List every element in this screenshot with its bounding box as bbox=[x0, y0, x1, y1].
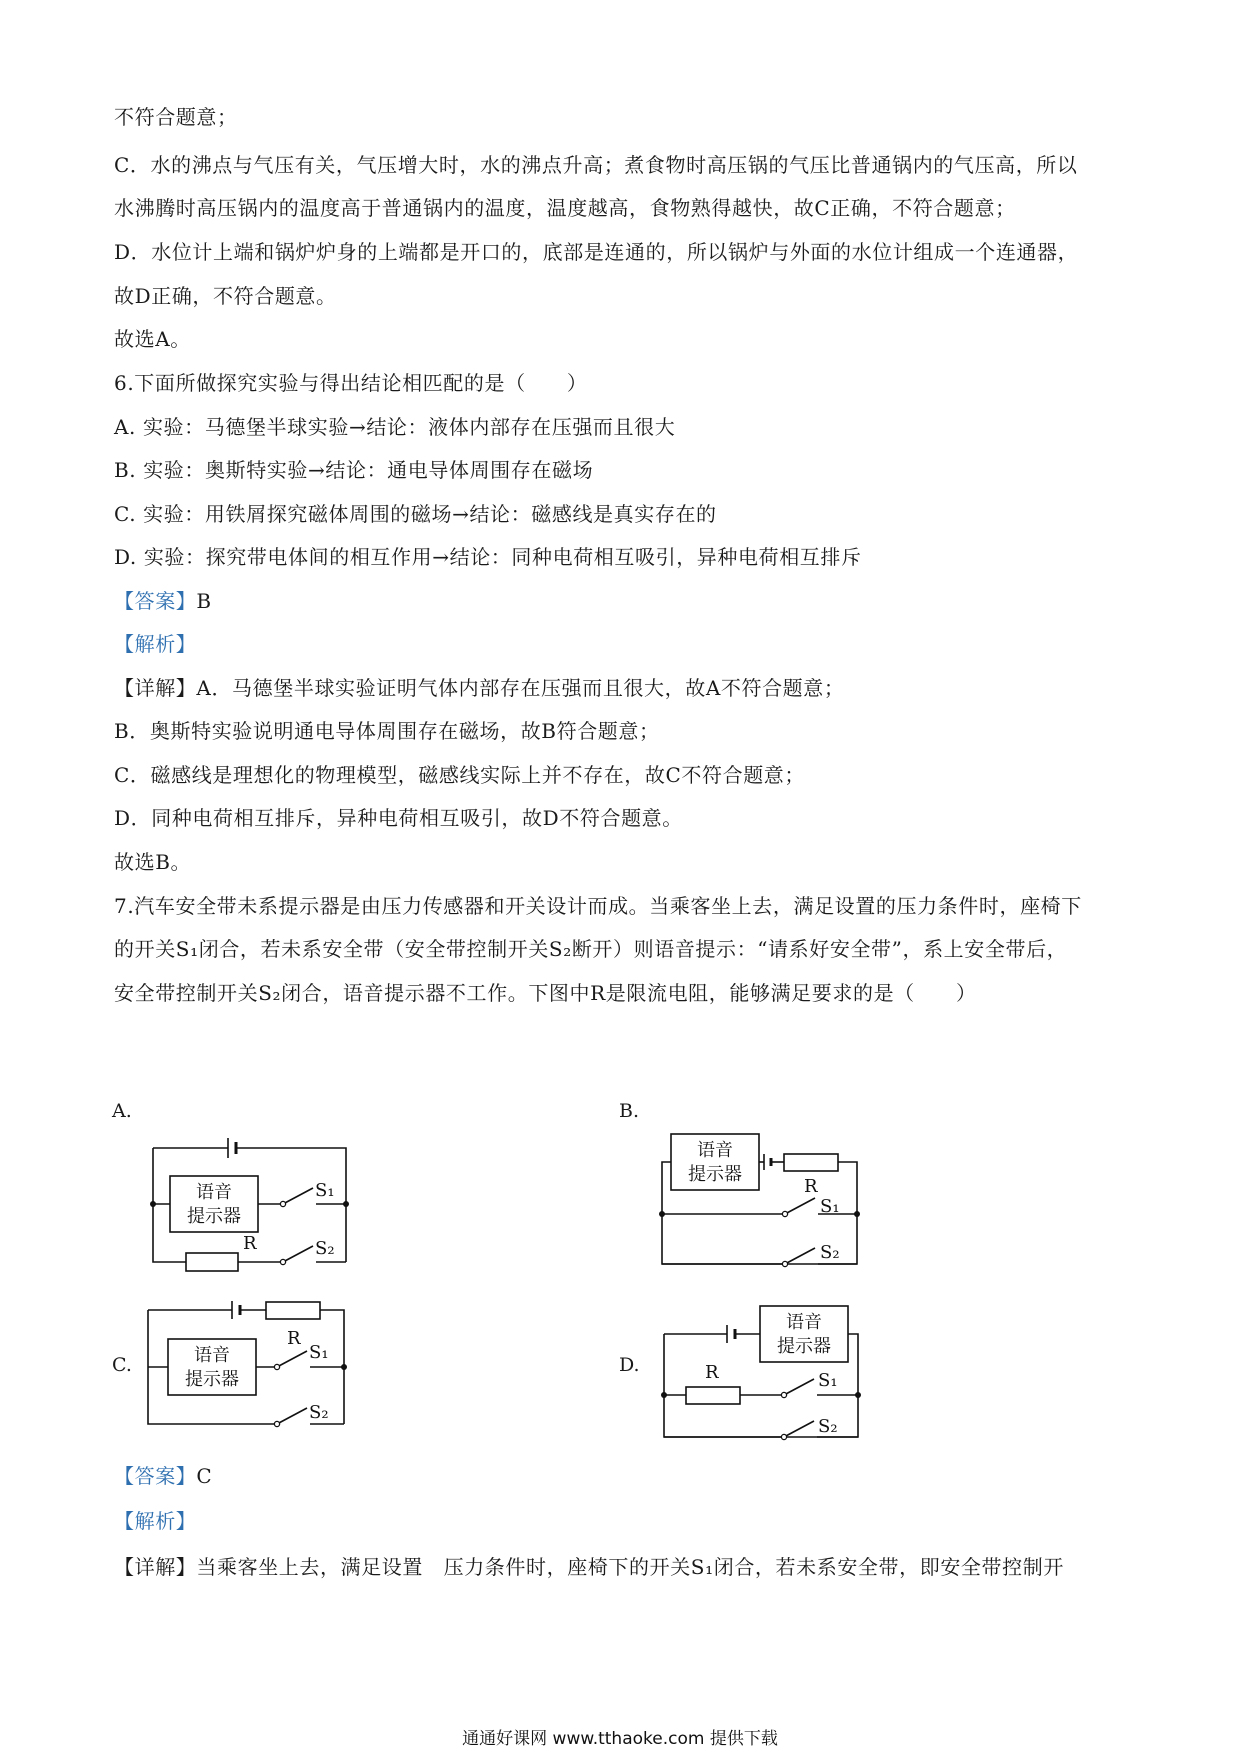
switch1-label: S₁ bbox=[309, 1342, 329, 1363]
circuit-diagram-d bbox=[655, 1295, 875, 1445]
text-line: 水沸腾时高压锅内的温度高于普通锅内的温度，温度越高，食物熟得越快，故C正确，不符合题意； bbox=[114, 196, 1016, 220]
switch1-label: S₁ bbox=[818, 1370, 838, 1391]
device-label: 语音 bbox=[196, 1182, 232, 1203]
analysis-tag: 【解析】 bbox=[114, 1509, 197, 1533]
device-label: 提示器 bbox=[688, 1164, 742, 1185]
circuit-option-a-label: A. bbox=[112, 1100, 132, 1122]
answer-value: C bbox=[196, 1464, 213, 1488]
resistor-label: R bbox=[243, 1233, 257, 1254]
text-line: 不符合题意； bbox=[114, 105, 238, 129]
device-label: 提示器 bbox=[777, 1336, 831, 1357]
switch2-label: S₂ bbox=[309, 1402, 329, 1423]
circuit-diagram-c bbox=[145, 1295, 355, 1435]
device-label: 语音 bbox=[194, 1345, 230, 1366]
switch-icon bbox=[283, 1188, 313, 1204]
answer-line bbox=[114, 587, 212, 615]
text-line: 【详解】当乘客坐上去，满足设置 压力条件时，座椅下的开关S₁闭合，若未系安全带，即安全带控制开 bbox=[114, 1555, 1064, 1579]
option-a: A. 实验：马德堡半球实验→结论：液体内部存在压强而且很大 bbox=[114, 415, 676, 439]
switch-icon bbox=[785, 1248, 815, 1264]
text-line: D．同种电荷相互排斥，异种电荷相互吸引，故D不符合题意。 bbox=[114, 806, 683, 830]
resistor-icon bbox=[186, 1253, 238, 1271]
text-line: 故D正确，不符合题意。 bbox=[114, 284, 337, 308]
answer-tag: 【答案】 bbox=[114, 589, 197, 613]
circuit-option-b-label: B. bbox=[619, 1100, 640, 1122]
switch1-label: S₁ bbox=[820, 1196, 840, 1217]
answer-line bbox=[114, 1462, 212, 1490]
switch-icon bbox=[785, 1198, 815, 1214]
device-label: 提示器 bbox=[185, 1369, 239, 1390]
page-footer: 通通好课网 www.tthaoke.com 提供下载 bbox=[462, 1729, 778, 1749]
device-label: 语音 bbox=[786, 1312, 822, 1333]
switch1-label: S₁ bbox=[315, 1180, 335, 1201]
answer-value: B bbox=[196, 589, 212, 613]
resistor-icon bbox=[266, 1302, 320, 1319]
analysis-line bbox=[114, 630, 196, 658]
text-line: 故选B。 bbox=[114, 850, 192, 874]
device-label: 提示器 bbox=[187, 1206, 241, 1227]
text-line: C．水的沸点与气压有关，气压增大时，水的沸点升高；煮食物时高压锅的气压比普通锅内的气压高，所以 bbox=[114, 153, 1078, 177]
circuit-option-c-label: C. bbox=[112, 1354, 132, 1376]
text-line: B．奥斯特实验说明通电导体周围存在磁场，故B符合题意； bbox=[114, 719, 660, 743]
switch-icon bbox=[784, 1421, 814, 1437]
switch2-label: S₂ bbox=[818, 1416, 838, 1437]
circuit-diagram-a bbox=[150, 1140, 360, 1280]
switch2-label: S₂ bbox=[820, 1242, 840, 1263]
device-label: 语音 bbox=[697, 1140, 733, 1161]
answer-tag: 【答案】 bbox=[114, 1464, 197, 1488]
text-line: 的开关S₁闭合，若未系安全带（安全带控制开关S₂断开）则语音提示：“请系好安全带”，系上安全带后， bbox=[114, 937, 1068, 961]
switch2-label: S₂ bbox=[315, 1238, 335, 1259]
switch-icon bbox=[277, 1408, 307, 1424]
text-line: 【详解】A．马德堡半球实验证明气体内部存在压强而且很大，故A不符合题意； bbox=[114, 676, 845, 700]
option-b: B. 实验：奥斯特实验→结论：通电导体周围存在磁场 bbox=[114, 458, 594, 482]
resistor-label: R bbox=[804, 1176, 818, 1197]
switch-icon bbox=[784, 1379, 814, 1395]
question-7: 7.汽车安全带未系提示器是由压力传感器和开关设计而成。当乘客坐上去，满足设置的压力条件时，座椅下 bbox=[114, 894, 1082, 918]
circuit-diagram-b bbox=[655, 1125, 875, 1280]
analysis-line bbox=[114, 1507, 196, 1535]
resistor-label: R bbox=[287, 1328, 301, 1349]
circuit-option-d-label: D. bbox=[619, 1354, 640, 1376]
text-line: 故选A。 bbox=[114, 327, 191, 351]
option-d: D. 实验：探究带电体间的相互作用→结论：同种电荷相互吸引，异种电荷相互排斥 bbox=[114, 545, 862, 569]
resistor-icon bbox=[686, 1387, 740, 1404]
switch-icon bbox=[277, 1351, 307, 1367]
switch-icon bbox=[283, 1246, 313, 1262]
text-line: D．水位计上端和锅炉炉身的上端都是开口的，底部是连通的，所以锅炉与外面的水位计组成一个连通器， bbox=[114, 240, 1079, 264]
analysis-tag: 【解析】 bbox=[114, 632, 197, 656]
option-c: C. 实验：用铁屑探究磁体周围的磁场→结论：磁感线是真实存在的 bbox=[114, 502, 717, 526]
text-line: C．磁感线是理想化的物理模型，磁感线实际上并不存在，故C不符合题意； bbox=[114, 763, 806, 787]
text-line: 安全带控制开关S₂闭合，语音提示器不工作。下图中R是限流电阻，能够满足要求的是（ ） bbox=[114, 981, 977, 1005]
resistor-icon bbox=[784, 1154, 838, 1171]
question-6: 6.下面所做探究实验与得出结论相匹配的是（ ） bbox=[114, 371, 588, 395]
resistor-label: R bbox=[705, 1362, 719, 1383]
